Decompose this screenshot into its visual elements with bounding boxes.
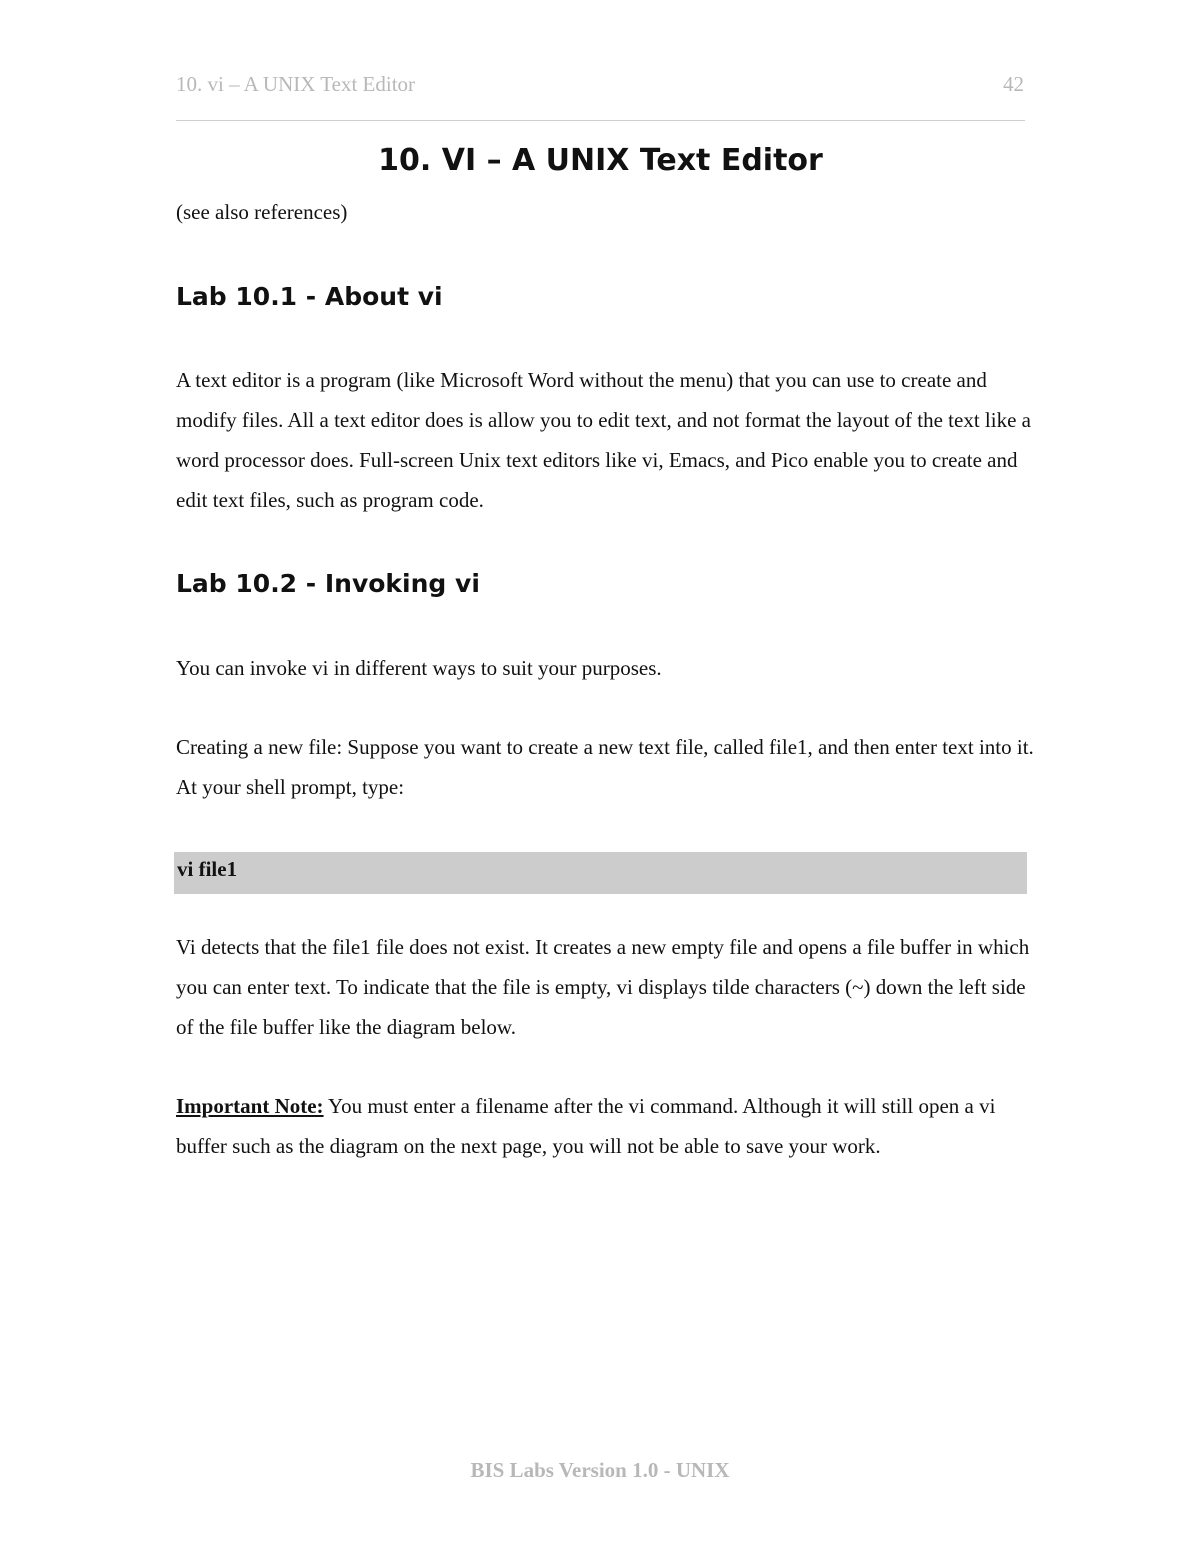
command-example-box: [174, 852, 1027, 894]
important-note-paragraph: [176, 1086, 1036, 1166]
creating-file-paragraph: Creating a new file: Suppose you want to create a new text file, called file1, and then enter text into it. At your shell prompt, type:: [176, 735, 1034, 799]
important-note-text: You must enter a filename after the vi command. Although it will still open a vi buffer such as the diagram on the next page, you will not be able to save your work.: [176, 1094, 996, 1158]
page-number: 42: [1003, 72, 1024, 96]
see-also-note: (see also references): [176, 200, 348, 224]
running-footer: BIS Labs Version 1.0 - UNIX: [470, 1458, 730, 1482]
running-header: [176, 68, 1024, 102]
about-vi-paragraph: A text editor is a program (like Microsoft Word without the menu) that you can use to create and modify files. All a text editor does is allow you to edit text, and not format the layout of the text like a word processor does. Full-screen Unix text editors like vi, Emacs, and Pico enable you to create and edit text files, such as program code.: [176, 368, 1031, 512]
section-heading-about-vi: Lab 10.1 - About vi: [176, 282, 443, 311]
invoking-intro-paragraph: You can invoke vi in different ways to suit your purposes.: [176, 656, 662, 680]
chapter-title: 10. VI – A UNIX Text Editor: [378, 143, 823, 178]
command-text: vi file1: [177, 857, 238, 881]
running-title: 10. vi – A UNIX Text Editor: [176, 72, 416, 96]
header-divider: [176, 120, 1025, 121]
section-heading-invoking-vi: Lab 10.2 - Invoking vi: [176, 569, 480, 598]
important-note-label: Important Note:: [176, 1094, 324, 1118]
vi-detects-paragraph: Vi detects that the file1 file does not exist. It creates a new empty file and opens a file buffer in which you can enter text. To indicate that the file is empty, vi displays tilde characters (~) down the left side of the file buffer like the diagram below.: [176, 935, 1030, 1039]
